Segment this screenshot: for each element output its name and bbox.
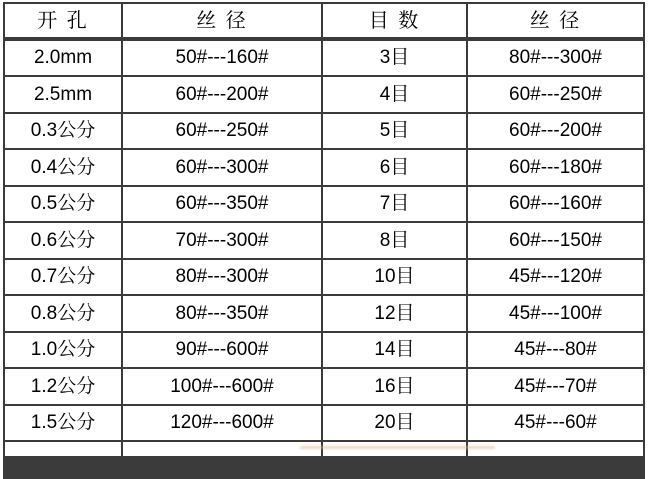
table-cell-opening: 0.5公分 xyxy=(5,187,121,222)
column-header-wire-diameter-1: 丝 径 xyxy=(123,4,321,37)
table-cell-partial xyxy=(323,442,466,456)
table-cell-mesh-count: 12目 xyxy=(323,296,466,331)
table-cell-opening: 2.5mm xyxy=(5,77,121,112)
table-cell-wire-diameter-1: 60#---300# xyxy=(123,150,321,185)
table-cell-wire-diameter-1: 100#---600# xyxy=(123,369,321,404)
spec-table xyxy=(3,2,645,479)
table-cell-mesh-count: 10目 xyxy=(323,260,466,295)
table-cell-wire-diameter-1: 70#---300# xyxy=(123,223,321,258)
table-cell-partial xyxy=(5,442,121,456)
table-cell-opening: 2.0mm xyxy=(5,41,121,76)
table-cell-mesh-count: 4目 xyxy=(323,77,466,112)
table-cell-opening: 0.8公分 xyxy=(5,296,121,331)
table-cell-opening: 0.7公分 xyxy=(5,260,121,295)
table-cell-wire-diameter-1: 60#---250# xyxy=(123,114,321,149)
table-cell-opening: 1.0公分 xyxy=(5,333,121,368)
table-cell-partial xyxy=(123,442,321,456)
table-cell-partial xyxy=(468,442,643,456)
table-cell-wire-diameter-1: 80#---300# xyxy=(123,260,321,295)
table-cell-opening: 0.6公分 xyxy=(5,223,121,258)
table-cell-wire-diameter-2: 45#---60# xyxy=(468,406,643,441)
table-cell-wire-diameter-1: 120#---600# xyxy=(123,406,321,441)
table-cell-wire-diameter-2: 45#---80# xyxy=(468,333,643,368)
table-cell-wire-diameter-1: 60#---350# xyxy=(123,187,321,222)
table-cell-wire-diameter-2: 60#---250# xyxy=(468,77,643,112)
table-cell-mesh-count: 16目 xyxy=(323,369,466,404)
column-header-opening: 开 孔 xyxy=(5,4,121,37)
table-cell-wire-diameter-1: 50#---160# xyxy=(123,41,321,76)
table-cell-wire-diameter-1: 60#---200# xyxy=(123,77,321,112)
table-cell-mesh-count: 3目 xyxy=(323,41,466,76)
table-cell-mesh-count: 8目 xyxy=(323,223,466,258)
table-cell-wire-diameter-1: 80#---350# xyxy=(123,296,321,331)
table-cell-mesh-count: 7目 xyxy=(323,187,466,222)
table-cell-opening: 1.2公分 xyxy=(5,369,121,404)
table-cell-opening: 0.4公分 xyxy=(5,150,121,185)
table-cell-wire-diameter-1: 90#---600# xyxy=(123,333,321,368)
table-cell-opening: 1.5公分 xyxy=(5,406,121,441)
table-cell-wire-diameter-2: 45#---100# xyxy=(468,296,643,331)
table-cell-mesh-count: 6目 xyxy=(323,150,466,185)
table-cell-mesh-count: 14目 xyxy=(323,333,466,368)
column-header-wire-diameter-2: 丝 径 xyxy=(468,4,643,37)
table-cell-mesh-count: 20目 xyxy=(323,406,466,441)
table-cell-wire-diameter-2: 60#---180# xyxy=(468,150,643,185)
column-header-mesh-count: 目 数 xyxy=(323,4,466,37)
table-cell-opening: 0.3公分 xyxy=(5,114,121,149)
table-cell-wire-diameter-2: 45#---120# xyxy=(468,260,643,295)
table-cell-wire-diameter-2: 60#---160# xyxy=(468,187,643,222)
table-cell-mesh-count: 5目 xyxy=(323,114,466,149)
table-cell-wire-diameter-2: 80#---300# xyxy=(468,41,643,76)
table-cell-wire-diameter-2: 60#---150# xyxy=(468,223,643,258)
table-cell-wire-diameter-2: 45#---70# xyxy=(468,369,643,404)
table-cell-wire-diameter-2: 60#---200# xyxy=(468,114,643,149)
